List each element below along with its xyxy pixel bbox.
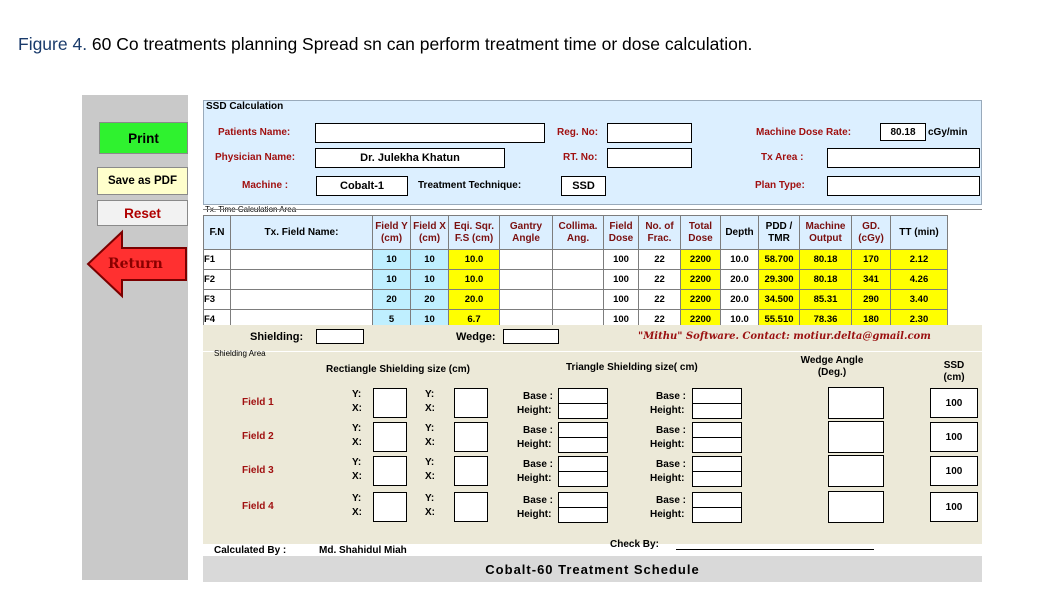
figure-text: 60 Co treatments planning Spread sn can perform treatment time or dose calculation. [87, 34, 753, 54]
tx-area-label: Tx Area : [761, 152, 804, 163]
reg-no-label: Reg. No: [557, 127, 599, 138]
software-credit: "Mithu" Software. Contact: motiur.delta@gmail.com [638, 331, 931, 342]
col-field-y: Field Y (cm) [373, 216, 411, 250]
tri-base-input-2[interactable] [692, 492, 742, 508]
table-cell: F4 [204, 310, 231, 330]
tri-height1-label: Height: [517, 439, 552, 450]
table-cell[interactable]: 20 [411, 290, 449, 310]
col-fn: F.N [204, 216, 231, 250]
table-cell: 85.31 [800, 290, 852, 310]
table-cell: 80.18 [800, 270, 852, 290]
ssd-input[interactable]: 100 [930, 492, 978, 522]
plan-type-input[interactable] [827, 176, 980, 196]
print-button[interactable]: Print [99, 122, 188, 154]
rt-no-label: RT. No: [563, 152, 598, 163]
tri-base-input-1[interactable] [558, 422, 608, 438]
wedge-angle-input[interactable] [828, 455, 884, 487]
table-cell[interactable] [500, 290, 553, 310]
ssd-input[interactable]: 100 [930, 422, 978, 452]
table-cell[interactable]: 22 [639, 250, 681, 270]
table-cell[interactable]: 20.0 [449, 290, 500, 310]
table-cell[interactable] [553, 270, 604, 290]
figure-label: Figure 4. [18, 34, 88, 54]
tri-height2-label: Height: [650, 405, 685, 416]
wedge-angle-input[interactable] [828, 421, 884, 453]
shield-field-name: Field 2 [242, 431, 274, 442]
col-machine-output: Machine Output [800, 216, 852, 250]
rect-size-input-2[interactable] [454, 388, 488, 418]
wedge-angle-input[interactable] [828, 491, 884, 523]
tri-base1-label: Base : [523, 391, 554, 402]
physician-label: Physician Name: [215, 152, 296, 163]
table-cell: 290 [852, 290, 891, 310]
ssd-input[interactable]: 100 [930, 388, 978, 418]
table-cell[interactable]: 10 [411, 310, 449, 330]
col-eqi-sqr: Eqi. Sqr. F.S (cm) [449, 216, 500, 250]
table-header-row [204, 216, 948, 250]
col-total-dose: Total Dose [681, 216, 721, 250]
table-cell: 2200 [681, 270, 721, 290]
divider [203, 209, 982, 210]
tri-base2-label: Base : [656, 391, 687, 402]
tri-height1-label: Height: [517, 509, 552, 520]
table-cell[interactable] [553, 290, 604, 310]
table-cell: 34.500 [759, 290, 800, 310]
rect-size-input-2[interactable] [454, 492, 488, 522]
rect-x1-label: X: [352, 403, 362, 414]
rt-no-input[interactable] [607, 148, 692, 168]
ssd-title: SSD (cm) [943, 360, 965, 383]
calculated-by-label: Calculated By : [214, 545, 287, 556]
table-body [204, 250, 948, 330]
table-cell[interactable]: 100 [604, 290, 639, 310]
rect-size-input-1[interactable] [373, 492, 407, 522]
col-gd: GD. (cGy) [852, 216, 891, 250]
tx-area-input[interactable] [827, 148, 980, 168]
rect-y2-label: Y: [425, 389, 435, 400]
return-button[interactable] [86, 228, 188, 300]
tri-height-input-2[interactable] [692, 507, 742, 523]
dose-rate-label: Machine Dose Rate: [756, 127, 852, 138]
shield-field-name: Field 1 [242, 397, 274, 408]
table-cell: 78.36 [800, 310, 852, 330]
table-cell[interactable]: 6.7 [449, 310, 500, 330]
tri-height1-label: Height: [517, 473, 552, 484]
table-cell: 3.40 [891, 290, 948, 310]
shielding-input[interactable] [316, 329, 364, 344]
table-cell[interactable]: 10.0 [449, 270, 500, 290]
table-cell: 20.0 [721, 290, 759, 310]
tri-base1-label: Base : [523, 425, 554, 436]
col-tt: TT (min) [891, 216, 948, 250]
table-cell: 4.26 [891, 270, 948, 290]
tri-base-input-2[interactable] [692, 388, 742, 404]
patients-name-input[interactable] [315, 123, 545, 143]
table-cell[interactable]: 22 [639, 290, 681, 310]
rect-x2-label: X: [425, 403, 435, 414]
tri-base2-label: Base : [656, 459, 687, 470]
tri-base2-label: Base : [656, 425, 687, 436]
col-field-dose: Field Dose [604, 216, 639, 250]
tri-base-input-2[interactable] [692, 456, 742, 472]
dose-rate-input[interactable]: 80.18 [880, 123, 926, 141]
patients-name-label: Patients Name: [218, 127, 291, 138]
rect-y1-label: Y: [352, 423, 362, 434]
rect-shield-title: Rectiangle Shielding size (cm) [326, 364, 470, 375]
col-field-name: Tx. Field Name: [231, 216, 373, 250]
table-cell: 180 [852, 310, 891, 330]
figure-caption [18, 34, 752, 55]
col-frac: No. of Frac. [639, 216, 681, 250]
tri-height-input-1[interactable] [558, 403, 608, 419]
check-by-label: Check By: [610, 539, 659, 550]
tri-height1-label: Height: [517, 405, 552, 416]
tri-height-input-1[interactable] [558, 507, 608, 523]
reset-button[interactable]: Reset [97, 200, 188, 226]
rect-x1-label: X: [352, 507, 362, 518]
tri-height-input-1[interactable] [558, 437, 608, 453]
table-cell[interactable]: 22 [639, 310, 681, 330]
rect-size-input-1[interactable] [373, 388, 407, 418]
table-cell[interactable]: 5 [373, 310, 411, 330]
tri-base-input-2[interactable] [692, 422, 742, 438]
wedge-angle-input[interactable] [828, 387, 884, 419]
table-cell: F3 [204, 290, 231, 310]
table-cell: 58.700 [759, 250, 800, 270]
tri-base-input-1[interactable] [558, 388, 608, 404]
table-cell[interactable]: 100 [604, 270, 639, 290]
tri-height-input-1[interactable] [558, 471, 608, 487]
table-cell[interactable]: 10 [411, 270, 449, 290]
tri-height-input-2[interactable] [692, 471, 742, 487]
rect-size-input-1[interactable] [373, 422, 407, 452]
table-cell[interactable]: 20 [373, 290, 411, 310]
shielding-area-title: Shielding Area [214, 349, 266, 358]
table-cell[interactable] [231, 250, 373, 270]
table-cell: 10.0 [721, 250, 759, 270]
machine-input[interactable]: Cobalt-1 [316, 176, 408, 196]
wedge-label: Wedge: [456, 331, 496, 343]
tri-shield-title: Triangle Shielding size( cm) [566, 362, 698, 373]
table-cell: 341 [852, 270, 891, 290]
rect-x1-label: X: [352, 471, 362, 482]
table-cell[interactable] [553, 250, 604, 270]
tri-height2-label: Height: [650, 473, 685, 484]
table-cell[interactable]: 10 [411, 250, 449, 270]
col-pdd: PDD / TMR [759, 216, 800, 250]
check-by-line [676, 549, 874, 550]
tri-height-input-2[interactable] [692, 437, 742, 453]
table-cell[interactable]: 10 [373, 250, 411, 270]
table-row [204, 290, 948, 310]
rect-size-input-2[interactable] [454, 456, 488, 486]
tri-height2-label: Height: [650, 509, 685, 520]
shield-field-name: Field 4 [242, 501, 274, 512]
table-cell: 170 [852, 250, 891, 270]
rect-y1-label: Y: [352, 493, 362, 504]
table-cell: 2200 [681, 310, 721, 330]
table-cell[interactable] [231, 290, 373, 310]
rect-x2-label: X: [425, 471, 435, 482]
rect-x1-label: X: [352, 437, 362, 448]
save-pdf-button[interactable]: Save as PDF [97, 167, 188, 195]
ssd-input[interactable]: 100 [930, 456, 978, 486]
col-collima: Collima. Ang. [553, 216, 604, 250]
section-title: SSD Calculation [206, 101, 284, 112]
calculated-by-value: Md. Shahidul Miah [319, 545, 407, 556]
table-cell: F2 [204, 270, 231, 290]
table-cell: 2.30 [891, 310, 948, 330]
table-cell[interactable] [500, 270, 553, 290]
tri-height-input-2[interactable] [692, 403, 742, 419]
table-cell[interactable]: 100 [604, 310, 639, 330]
tri-base1-label: Base : [523, 495, 554, 506]
rect-x2-label: X: [425, 437, 435, 448]
tri-base1-label: Base : [523, 459, 554, 470]
rect-x2-label: X: [425, 507, 435, 518]
table-cell[interactable]: 100 [604, 250, 639, 270]
wedge-angle-title: Wedge Angle (Deg.) [800, 355, 864, 378]
shield-field-name: Field 3 [242, 465, 274, 476]
wedge-input[interactable] [503, 329, 559, 344]
rect-y1-label: Y: [352, 457, 362, 468]
tx-area-title: Tx. Time Calculation Area [205, 205, 297, 214]
reg-no-input[interactable] [607, 123, 692, 143]
col-depth: Depth [721, 216, 759, 250]
rect-y2-label: Y: [425, 457, 435, 468]
table-cell: 2.12 [891, 250, 948, 270]
rect-size-input-2[interactable] [454, 422, 488, 452]
rect-y1-label: Y: [352, 389, 362, 400]
table-cell: 29.300 [759, 270, 800, 290]
col-field-x: Field X (cm) [411, 216, 449, 250]
table-cell: 80.18 [800, 250, 852, 270]
tri-base2-label: Base : [656, 495, 687, 506]
table-cell: 55.510 [759, 310, 800, 330]
plan-type-label: Plan Type: [755, 180, 805, 191]
dose-rate-unit: cGy/min [928, 127, 968, 138]
table-cell[interactable]: 10.0 [449, 250, 500, 270]
return-label: Return [108, 256, 163, 272]
footer-title: Cobalt-60 Treatment Schedule [203, 556, 982, 582]
table-row [204, 250, 948, 270]
rect-y2-label: Y: [425, 493, 435, 504]
rect-y2-label: Y: [425, 423, 435, 434]
table-row [204, 270, 948, 290]
table-cell[interactable]: 10 [373, 270, 411, 290]
table-cell[interactable] [231, 270, 373, 290]
table-cell[interactable]: 22 [639, 270, 681, 290]
machine-label: Machine : [242, 180, 289, 191]
rect-size-input-1[interactable] [373, 456, 407, 486]
table-cell: F1 [204, 250, 231, 270]
tri-base-input-1[interactable] [558, 492, 608, 508]
table-cell: 10.0 [721, 310, 759, 330]
physician-input[interactable]: Dr. Julekha Khatun [315, 148, 505, 168]
col-gantry: Gantry Angle [500, 216, 553, 250]
shielding-label: Shielding: [250, 331, 304, 343]
table-cell: 20.0 [721, 270, 759, 290]
table-cell: 2200 [681, 250, 721, 270]
technique-input[interactable]: SSD [561, 176, 606, 196]
tri-base-input-1[interactable] [558, 456, 608, 472]
tri-height2-label: Height: [650, 439, 685, 450]
table-cell[interactable] [500, 250, 553, 270]
technique-label: Treatment Technique: [418, 180, 522, 191]
table-cell: 2200 [681, 290, 721, 310]
treatment-table [203, 215, 948, 330]
